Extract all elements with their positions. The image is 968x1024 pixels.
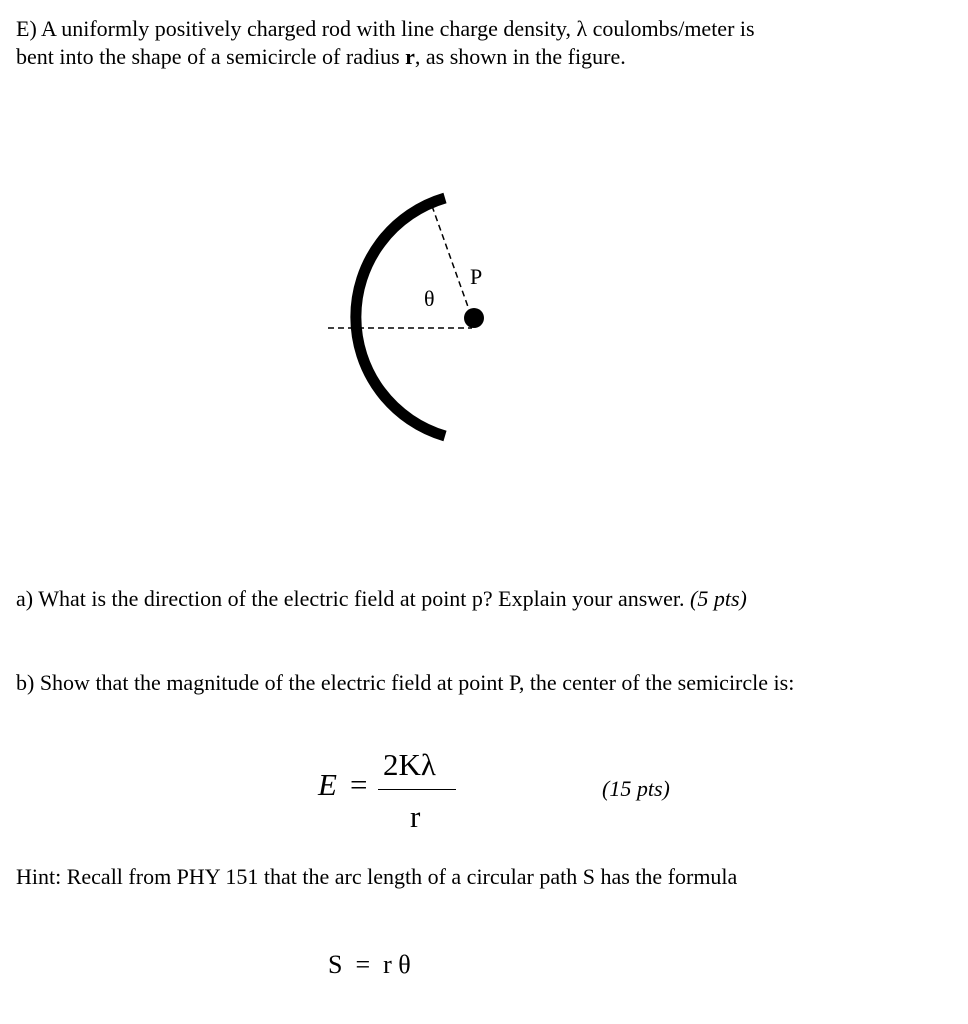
hint-text: Hint: Recall from PHY 151 that the arc length of a circular path S has the formula	[16, 864, 738, 889]
question-a	[16, 586, 747, 612]
question-a-text: a) What is the direction of the electric field at point p? Explain your answer.	[16, 586, 691, 611]
radius-symbol: r	[405, 44, 415, 69]
point-p-label: P	[470, 264, 483, 289]
point-p-dot	[464, 308, 484, 328]
charged-rod-arc	[356, 198, 445, 436]
intro-line-2-start: bent into the shape of a semicircle of radius	[16, 44, 406, 69]
angled-dashed-radius	[432, 206, 472, 318]
intro-line-1: E) A uniformly positively charged rod with line charge density, λ coulombs/meter is	[16, 16, 755, 41]
equation-points: (15 pts)	[602, 776, 670, 801]
intro-line-2-end: , as shown in the figure.	[414, 44, 626, 69]
equation-numerator: 2Kλ	[383, 747, 436, 782]
question-a-points: (5 pts)	[690, 586, 747, 611]
question-b: b) Show that the magnitude of the electric field at point P, the center of the semicircle is:	[16, 670, 795, 695]
arc-length-formula: S = r θ	[328, 950, 411, 979]
fraction-bar	[378, 789, 456, 790]
equation-equals: =	[350, 767, 368, 802]
equation-denominator: r	[410, 799, 421, 834]
equation-lhs: E	[318, 767, 337, 802]
theta-label: θ	[424, 286, 435, 311]
